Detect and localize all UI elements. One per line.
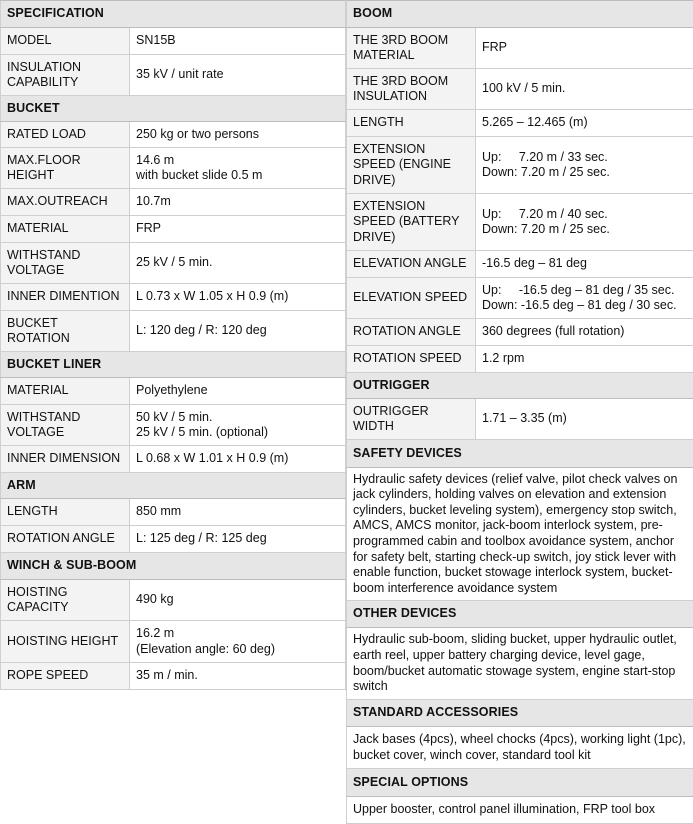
table-row bbox=[347, 797, 693, 824]
row-label: ROTATION ANGLE bbox=[1, 526, 130, 553]
row-value: FRP bbox=[476, 28, 693, 69]
row-value: 490 kg bbox=[130, 580, 346, 621]
row-value: SN15B bbox=[130, 28, 346, 55]
value-line-2: Down: -16.5 deg – 81 deg / 30 sec. bbox=[482, 298, 687, 314]
left-column bbox=[0, 0, 345, 690]
table-row bbox=[347, 28, 693, 69]
row-value bbox=[130, 621, 346, 663]
value-line-1: Up: 7.20 m / 33 sec. bbox=[482, 150, 687, 166]
table-row bbox=[1, 148, 346, 189]
row-value bbox=[476, 278, 693, 319]
row-value: 360 degrees (full rotation) bbox=[476, 319, 693, 346]
value-line-1: 16.2 m bbox=[136, 626, 339, 642]
row-label: HOISTING CAPACITY bbox=[1, 580, 130, 621]
section-header-bucket-liner: BUCKET LINER bbox=[1, 352, 346, 378]
table-row bbox=[347, 194, 693, 251]
value-line-1: 50 kV / 5 min. bbox=[136, 410, 339, 426]
value-line-1: Up: 7.20 m / 40 sec. bbox=[482, 207, 687, 223]
row-value: -16.5 deg – 81 deg bbox=[476, 251, 693, 278]
table-row bbox=[1, 378, 346, 405]
value-line-1: 14.6 m bbox=[136, 153, 339, 169]
table-row bbox=[1, 311, 346, 352]
row-value bbox=[476, 194, 693, 251]
row-label: MAX.FLOOR HEIGHT bbox=[1, 148, 130, 189]
row-label: WITHSTAND VOLTAGE bbox=[1, 405, 130, 446]
row-label: WITHSTAND VOLTAGE bbox=[1, 243, 130, 284]
section-header-other-devices: OTHER DEVICES bbox=[347, 601, 693, 628]
table-row bbox=[1, 621, 346, 663]
section-header-winch-sub-boom: WINCH & SUB-BOOM bbox=[1, 553, 346, 580]
row-label: BUCKET ROTATION bbox=[1, 311, 130, 352]
table-row bbox=[1, 122, 346, 148]
table-row bbox=[347, 628, 693, 700]
row-label: MATERIAL bbox=[1, 378, 130, 405]
section-header-boom: BOOM bbox=[347, 1, 693, 28]
table-row bbox=[1, 28, 346, 55]
table-row bbox=[1, 499, 346, 526]
table-row bbox=[347, 278, 693, 319]
row-value: 35 m / min. bbox=[130, 663, 346, 690]
row-label: EXTENSION SPEED (BATTERY DRIVE) bbox=[347, 194, 476, 251]
section-header-arm: ARM bbox=[1, 473, 346, 499]
row-label: ELEVATION SPEED bbox=[347, 278, 476, 319]
table-row bbox=[347, 468, 693, 601]
row-label: INNER DIMENTION bbox=[1, 284, 130, 311]
row-value: 1.71 – 3.35 (m) bbox=[476, 399, 693, 440]
right-column bbox=[346, 0, 693, 824]
right-spec-table bbox=[346, 0, 693, 824]
row-label: ROTATION ANGLE bbox=[347, 319, 476, 346]
row-value: 1.2 rpm bbox=[476, 346, 693, 373]
table-row bbox=[1, 405, 346, 446]
value-line-1: Up: -16.5 deg – 81 deg / 35 sec. bbox=[482, 283, 687, 299]
table-row bbox=[1, 663, 346, 690]
value-line-2: Down: 7.20 m / 25 sec. bbox=[482, 165, 687, 181]
section-header-outrigger: OUTRIGGER bbox=[347, 373, 693, 399]
row-label: INNER DIMENSION bbox=[1, 446, 130, 473]
value-line-2: Down: 7.20 m / 25 sec. bbox=[482, 222, 687, 238]
row-label: RATED LOAD bbox=[1, 122, 130, 148]
row-label: ROTATION SPEED bbox=[347, 346, 476, 373]
section-header-standard-accessories: STANDARD ACCESSORIES bbox=[347, 700, 693, 727]
table-row bbox=[347, 69, 693, 110]
section-header-safety-devices: SAFETY DEVICES bbox=[347, 440, 693, 468]
row-value bbox=[130, 405, 346, 446]
value-line-2: with bucket slide 0.5 m bbox=[136, 168, 339, 184]
row-value: 25 kV / 5 min. bbox=[130, 243, 346, 284]
row-value: L: 125 deg / R: 125 deg bbox=[130, 526, 346, 553]
table-row bbox=[347, 319, 693, 346]
row-value: Polyethylene bbox=[130, 378, 346, 405]
row-label: EXTENSION SPEED (ENGINE DRIVE) bbox=[347, 137, 476, 194]
table-row bbox=[1, 189, 346, 216]
row-label: MODEL bbox=[1, 28, 130, 55]
table-row bbox=[1, 216, 346, 243]
section-header-specification: SPECIFICATION bbox=[1, 1, 346, 28]
table-row bbox=[1, 446, 346, 473]
row-label: INSULATION CAPABILITY bbox=[1, 55, 130, 96]
row-value: FRP bbox=[130, 216, 346, 243]
row-label: THE 3RD BOOM MATERIAL bbox=[347, 28, 476, 69]
left-spec-table bbox=[0, 0, 346, 690]
table-row bbox=[1, 284, 346, 311]
table-row bbox=[1, 580, 346, 621]
table-row bbox=[1, 55, 346, 96]
row-value: 10.7m bbox=[130, 189, 346, 216]
table-row bbox=[347, 137, 693, 194]
value-line-2: 25 kV / 5 min. (optional) bbox=[136, 425, 339, 441]
row-value: 100 kV / 5 min. bbox=[476, 69, 693, 110]
safety-devices-text: Hydraulic safety devices (relief valve, pilot check valves on jack cylinders, holding valves on elevation and extension cylinders, bucket leveling system), emergency stop switch, AMCS, AMCS monitor, jack-boom interlock system, pre-programmed cabin and toolbox avoidance system, anchor for safety belt, starting check-up switch, joy stick lever with enable function, bucket stowage interlock system, bucket-boom interference avoidance system bbox=[347, 468, 693, 601]
table-row bbox=[347, 346, 693, 373]
row-label: HOISTING HEIGHT bbox=[1, 621, 130, 663]
row-value bbox=[476, 137, 693, 194]
row-value: L 0.68 x W 1.01 x H 0.9 (m) bbox=[130, 446, 346, 473]
table-row bbox=[347, 251, 693, 278]
row-label: THE 3RD BOOM INSULATION bbox=[347, 69, 476, 110]
table-row bbox=[347, 727, 693, 769]
section-header-bucket: BUCKET bbox=[1, 96, 346, 122]
table-row bbox=[347, 399, 693, 440]
row-label: ROPE SPEED bbox=[1, 663, 130, 690]
value-line-2: (Elevation angle: 60 deg) bbox=[136, 642, 339, 658]
other-devices-text: Hydraulic sub-boom, sliding bucket, upper hydraulic outlet, earth reel, upper battery charging device, level gage, boom/bucket automatic stowage system, engine start-stop switch bbox=[347, 628, 693, 700]
row-value bbox=[130, 148, 346, 189]
standard-accessories-text: Jack bases (4pcs), wheel chocks (4pcs), working light (1pc), bucket cover, winch cover, standard tool kit bbox=[347, 727, 693, 769]
table-row bbox=[1, 243, 346, 284]
row-value: L 0.73 x W 1.05 x H 0.9 (m) bbox=[130, 284, 346, 311]
row-value: L: 120 deg / R: 120 deg bbox=[130, 311, 346, 352]
row-label: LENGTH bbox=[347, 110, 476, 137]
row-label: ELEVATION ANGLE bbox=[347, 251, 476, 278]
row-value: 250 kg or two persons bbox=[130, 122, 346, 148]
row-value: 5.265 – 12.465 (m) bbox=[476, 110, 693, 137]
table-row bbox=[347, 110, 693, 137]
row-label: OUTRIGGER WIDTH bbox=[347, 399, 476, 440]
row-value: 35 kV / unit rate bbox=[130, 55, 346, 96]
row-label: MATERIAL bbox=[1, 216, 130, 243]
row-label: LENGTH bbox=[1, 499, 130, 526]
row-label: MAX.OUTREACH bbox=[1, 189, 130, 216]
special-options-text: Upper booster, control panel illumination, FRP tool box bbox=[347, 797, 693, 824]
row-value: 850 mm bbox=[130, 499, 346, 526]
table-row bbox=[1, 526, 346, 553]
section-header-special-options: SPECIAL OPTIONS bbox=[347, 769, 693, 797]
